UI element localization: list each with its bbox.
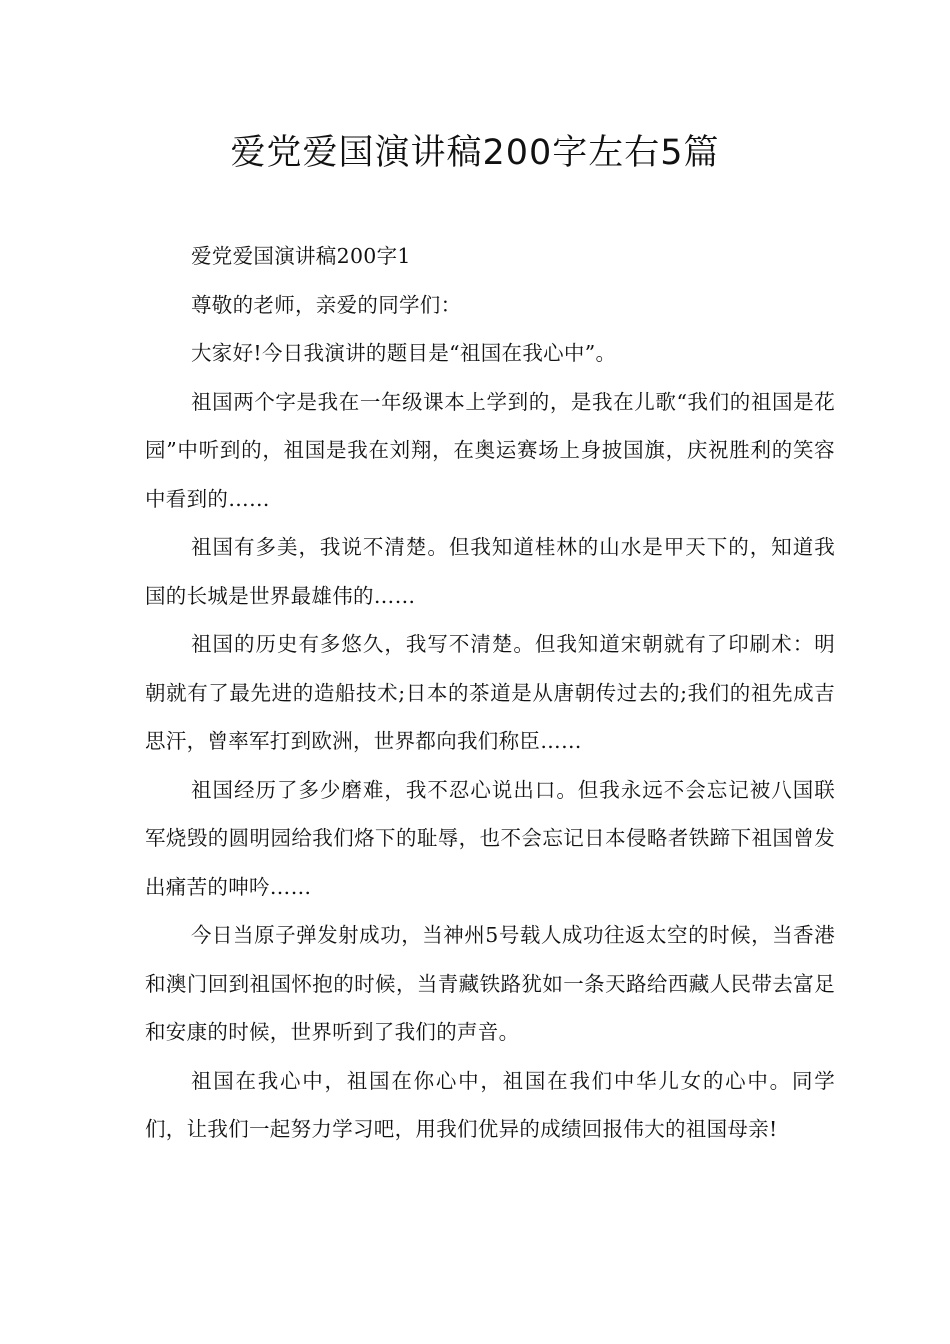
paragraph-heading: 爱党爱国演讲稿200字1	[191, 244, 411, 268]
paragraph-greeting: 尊敬的老师，亲爱的同学们：	[191, 292, 462, 317]
paragraph: 祖国的历史有多悠久，我写不清楚。但我知道宋朝就有了印刷术：明朝就有了最先进的造船技术;日本的茶道是从唐朝传过去的;我们的祖先成吉思汗，曾率军打到欧洲，世界都向我们称臣……	[145, 632, 835, 753]
paragraph: 祖国在我心中，祖国在你心中，祖国在我们中华儿女的心中。同学们，让我们一起努力学习吧，用我们优异的成绩回报伟大的祖国母亲!	[145, 1068, 835, 1141]
paragraph-intro: 大家好!今日我演讲的题目是“祖国在我心中”。	[191, 341, 617, 365]
paragraph: 祖国两个字是我在一年级课本上学到的，是我在儿歌“我们的祖国是花园”中听到的，祖国是我在刘翔，在奥运赛场上身披国旗，庆祝胜利的笑容中看到的……	[145, 389, 835, 511]
paragraph: 祖国有多美，我说不清楚。但我知道桂林的山水是甲天下的，知道我国的长城是世界最雄伟的……	[145, 535, 835, 608]
paragraph: 今日当原子弹发射成功，当神州5号载人成功往返太空的时候，当香港和澳门回到祖国怀抱的时候，当青藏铁路犹如一条天路给西藏人民带去富足和安康的时候，世界听到了我们的声音。	[145, 923, 835, 1044]
paragraph: 祖国经历了多少磨难，我不忍心说出口。但我永远不会忘记被八国联军烧毁的圆明园给我们烙下的耻辱，也不会忘记日本侵略者铁蹄下祖国曾发出痛苦的呻吟……	[145, 777, 835, 899]
document-title: 爱党爱国演讲稿200字左右5篇	[230, 133, 720, 173]
document-body	[145, 232, 835, 1154]
